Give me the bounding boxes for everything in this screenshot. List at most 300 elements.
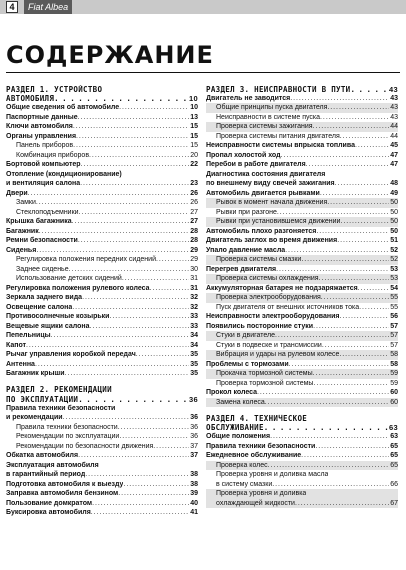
toc-entry[interactable] — [206, 151, 398, 161]
toc-page-number: 26 — [190, 189, 198, 197]
toc-entry-title: Багажник — [6, 227, 39, 235]
toc-subentry[interactable] — [6, 432, 198, 442]
toc-entry-title: Освещение салона — [6, 303, 73, 311]
toc-page-number: 34 — [190, 332, 198, 339]
dot-leader — [285, 246, 389, 256]
toc-entry-title: Упало давление масла — [206, 246, 286, 254]
dot-leader — [73, 141, 189, 151]
toc-entry[interactable] — [206, 246, 398, 256]
title-divider — [6, 72, 400, 73]
toc-entry[interactable] — [206, 442, 398, 452]
toc-subentry[interactable] — [206, 293, 398, 303]
toc-left-column — [6, 84, 198, 518]
toc-entry-line — [6, 461, 198, 471]
dot-leader — [28, 189, 190, 199]
toc-page-number: 30 — [190, 265, 198, 273]
toc-entry[interactable] — [6, 179, 198, 189]
toc-entry[interactable] — [206, 160, 398, 170]
toc-page-number: 32 — [190, 303, 198, 311]
toc-entry-title: Противосолнечные козырьки — [6, 313, 110, 320]
toc-entry-title: Вибрация и удары на рулевом колесе — [216, 351, 340, 358]
toc-entry-title: Стуки в подвеске и трансмиссии — [216, 341, 322, 349]
toc-page-number: 55 — [390, 303, 398, 311]
toc-entry-title: Проверка тормозной системы — [216, 379, 314, 387]
toc-entry-title: Автомобиль двигается рывками — [206, 189, 320, 197]
dot-leader — [122, 274, 189, 284]
toc-subentry[interactable] — [206, 208, 398, 218]
toc-entry-title: и вентиляция салона — [6, 180, 81, 187]
toc-entry[interactable] — [206, 265, 398, 275]
dot-leader — [119, 432, 189, 442]
toc-entry[interactable] — [6, 113, 198, 123]
dot-leader — [257, 388, 389, 398]
toc-right-column — [206, 84, 398, 508]
dot-leader — [118, 423, 190, 433]
toc-page-number: 35 — [190, 360, 198, 368]
dot-leader — [35, 360, 189, 370]
toc-entry[interactable] — [6, 499, 198, 509]
header-bar — [0, 0, 406, 14]
toc-entry-title: Замена колеса — [216, 398, 265, 406]
toc-entry[interactable] — [206, 94, 398, 104]
toc-page-number: 29 — [190, 256, 198, 263]
toc-page-number: 33 — [190, 313, 198, 320]
toc-subentry[interactable] — [6, 265, 198, 275]
toc-entry-title: РАЗДЕЛ 2. РЕКОМЕНДАЦИИ — [6, 385, 112, 394]
toc-entry-title: Проверка системы питания двигателя — [216, 132, 340, 140]
toc-entry-title: Двигатель не заводится — [206, 94, 291, 102]
dot-leader — [270, 432, 389, 442]
toc-entry-title: Проверка системы смазки — [216, 256, 302, 263]
toc-entry-title: Неисправности электрооборудования — [206, 313, 340, 320]
toc-subentry[interactable] — [206, 255, 398, 265]
toc-entry-title: Аккумуляторная батарея не подзаряжается — [206, 284, 358, 292]
toc-subentry[interactable] — [6, 442, 198, 452]
toc-entry[interactable] — [6, 303, 198, 313]
toc-page-number: 37 — [190, 442, 198, 450]
toc-entry-title: Буксировка автомобиля — [6, 509, 91, 516]
toc-entry[interactable] — [206, 227, 398, 237]
toc-entry-title: Общие положения — [206, 433, 271, 440]
toc-entry-line — [6, 404, 198, 414]
dot-leader — [339, 350, 389, 360]
toc-page-number: 29 — [190, 246, 198, 254]
toc-page-number: 36 — [190, 423, 198, 431]
toc-page-number: 59 — [390, 379, 398, 387]
toc-entry-title: РАЗДЕЛ 1. УСТРОЙСТВО — [6, 84, 103, 94]
toc-entry[interactable] — [206, 236, 398, 246]
toc-page-number: 53 — [390, 275, 398, 282]
toc-entry-title: Стуки в двигателе — [216, 332, 276, 339]
dot-leader — [339, 312, 389, 322]
dot-leader — [81, 160, 190, 170]
toc-page-number: 41 — [190, 509, 198, 516]
toc-entry[interactable] — [6, 508, 198, 518]
dot-leader — [119, 103, 189, 113]
dot-leader — [78, 236, 189, 246]
dot-leader — [89, 151, 189, 161]
dot-leader — [320, 113, 389, 123]
toc-subentry — [206, 470, 398, 480]
toc-entry-title: Регулировка положения рулевого колеса — [6, 284, 150, 292]
toc-subentry[interactable] — [6, 423, 198, 433]
toc-entry-title: Зеркала заднего вида — [6, 294, 83, 301]
toc-entry[interactable] — [6, 413, 198, 423]
toc-subentry[interactable] — [6, 255, 198, 265]
toc-page-number: 44 — [390, 123, 398, 130]
toc-entry-title: Рывки при установившемся движении — [216, 218, 341, 225]
dot-leader — [327, 103, 389, 113]
toc-entry[interactable] — [6, 189, 198, 199]
dot-leader — [319, 274, 390, 284]
toc-subentry[interactable] — [6, 151, 198, 161]
toc-entry-title: Проверка системы зажигания — [216, 123, 313, 130]
toc-entry[interactable] — [6, 227, 198, 237]
toc-entry-title: охлаждающей жидкости — [216, 499, 295, 507]
toc-entry-line — [6, 170, 198, 180]
toc-page-number: 49 — [390, 189, 398, 197]
toc-entry-title: Использование детских сидений — [16, 275, 122, 282]
dot-leader — [78, 451, 189, 461]
toc-page-number: 36 — [189, 394, 198, 404]
toc-entry[interactable] — [6, 480, 198, 490]
dot-leader — [109, 312, 189, 322]
dot-leader — [355, 141, 389, 151]
toc-entry-title: Крышка багажника — [6, 218, 72, 225]
toc-entry-title: Проверка электрооборудования — [216, 294, 321, 301]
toc-entry-title: по внешнему виду свечей зажигания — [206, 180, 335, 187]
toc-page-number: 50 — [390, 208, 398, 216]
dot-leader — [36, 246, 189, 256]
dot-leader — [26, 341, 189, 351]
toc-entry[interactable] — [6, 470, 198, 480]
dot-leader — [321, 293, 389, 303]
toc-entry-title: Ремни безопасности — [6, 237, 78, 244]
toc-entry[interactable] — [6, 322, 198, 332]
toc-page-number: 10 — [190, 104, 198, 111]
toc-page-number: 43 — [389, 84, 398, 94]
toc-entry[interactable] — [6, 489, 198, 499]
toc-page-number: 47 — [390, 151, 398, 159]
toc-entry-title: Пуск двигателя от внешних источников тока — [216, 303, 360, 311]
toc-entry-title: Общие принципы пуска двигателя — [216, 104, 328, 111]
toc-page-number: 66 — [390, 480, 398, 488]
dot-leader — [276, 265, 389, 275]
toc-entry-title: Проблемы с тормозами — [206, 360, 289, 368]
toc-subentry[interactable] — [206, 350, 398, 360]
toc-page-number: 58 — [390, 351, 398, 358]
toc-page-number: 53 — [390, 265, 398, 273]
toc-entry-title: Эксплуатация автомобиля — [6, 461, 99, 469]
toc-entry[interactable] — [6, 451, 198, 461]
toc-entry-title: Рывки при разгоне — [216, 208, 277, 216]
dot-leader — [69, 265, 190, 275]
toc-page-number: 26 — [190, 199, 198, 206]
toc-entry-title: Перегрев двигателя — [206, 265, 277, 273]
toc-page-number: 52 — [390, 256, 398, 263]
toc-subentry[interactable] — [6, 198, 198, 208]
toc-page-number: 31 — [190, 284, 198, 292]
dot-leader — [150, 284, 190, 294]
toc-page-number: 35 — [190, 370, 198, 377]
dot-leader — [72, 217, 190, 227]
toc-subentry[interactable] — [206, 480, 398, 490]
toc-page-number: 38 — [190, 480, 198, 488]
toc-subentry — [206, 489, 398, 499]
dot-leader — [359, 303, 389, 313]
dot-leader — [65, 369, 190, 379]
toc-page-number: 47 — [390, 161, 398, 168]
toc-entry-title: Ключи автомобиля — [6, 123, 73, 130]
toc-entry-title: Органы управления — [6, 132, 77, 140]
toc-subentry[interactable] — [206, 103, 398, 113]
dot-leader — [306, 160, 390, 170]
toc-entry-title: Двери — [6, 189, 28, 197]
toc-entry-title: Пользование домкратом — [6, 499, 93, 507]
toc-entry-title: Капот — [6, 341, 27, 349]
toc-entry[interactable] — [6, 312, 198, 322]
toc-page-number: 15 — [190, 142, 198, 149]
toc-entry-title: Рычаг управления коробкой передач — [6, 351, 136, 358]
dot-leader — [79, 208, 190, 218]
dot-leader — [289, 360, 390, 370]
dot-leader — [153, 442, 189, 452]
toc-page-number: 36 — [190, 414, 198, 421]
toc-entry[interactable] — [206, 141, 398, 151]
toc-entry-title: Диагностика состояния двигателя — [206, 170, 326, 178]
dot-leader — [320, 189, 389, 199]
toc-entry-title: Автомобиль плохо разгоняется — [206, 227, 317, 235]
dot-leader — [51, 331, 190, 341]
toc-entry[interactable] — [206, 388, 398, 398]
toc-page-number: 32 — [190, 294, 198, 301]
toc-entry-title: Проверка системы охлаждения — [216, 275, 319, 282]
dot-leader — [90, 322, 190, 332]
toc-subentry[interactable] — [206, 122, 398, 132]
toc-entry-title: в гарантийный период — [6, 471, 86, 478]
toc-subentry[interactable] — [206, 303, 398, 313]
dot-leader — [335, 179, 390, 189]
toc-entry[interactable] — [6, 217, 198, 227]
dot-leader — [123, 480, 189, 490]
toc-entry-title: Двигатель заглох во время движения — [206, 237, 338, 244]
toc-entry-title: Заднее сиденье — [16, 265, 69, 273]
toc-entry[interactable] — [206, 189, 398, 199]
toc-entry-title: Сиденья — [6, 246, 37, 254]
toc-entry-title: Проверка уровня и доливка масла — [216, 471, 329, 478]
toc-entry-title: Правила техники безопасности — [206, 442, 316, 450]
toc-page-number: 20 — [190, 151, 198, 159]
dot-leader — [301, 255, 389, 265]
toc-entry-title: РАЗДЕЛ 4. ТЕХНИЧЕСКОЕ — [206, 413, 308, 423]
toc-entry[interactable] — [6, 293, 198, 303]
dot-leader — [301, 451, 389, 461]
toc-subentry[interactable] — [206, 274, 398, 284]
toc-entry-line — [206, 170, 398, 180]
toc-entry-title: Обкатка автомобиля — [6, 452, 79, 459]
toc-subentry[interactable] — [206, 379, 398, 389]
dot-leader — [36, 198, 189, 208]
dot-leader — [327, 198, 389, 208]
toc-entry[interactable] — [206, 360, 398, 370]
toc-page-number: 67 — [390, 499, 398, 507]
toc-page-number: 43 — [390, 94, 398, 102]
toc-entry[interactable] — [206, 432, 398, 442]
dot-leader — [275, 331, 389, 341]
toc-subentry[interactable] — [206, 461, 398, 471]
toc-subentry[interactable] — [6, 208, 198, 218]
page-title: СОДЕРЖАНИЕ — [6, 41, 214, 69]
toc-section-heading[interactable] — [6, 94, 198, 104]
toc-page-number: 38 — [190, 471, 198, 478]
dot-leader — [91, 508, 189, 518]
toc-page-number: 22 — [190, 161, 198, 168]
toc-entry[interactable] — [206, 322, 398, 332]
toc-page-number: 59 — [390, 370, 398, 377]
dot-leader — [281, 151, 390, 161]
toc-entry[interactable] — [206, 284, 398, 294]
toc-page-number: 63 — [389, 423, 398, 432]
toc-page-number: 60 — [390, 398, 398, 406]
toc-entry-title: Стеклоподъемники — [16, 208, 79, 216]
dot-leader — [73, 122, 189, 132]
toc-entry-title: в систему смазки — [216, 480, 273, 488]
toc-entry-title: Рекомендации по эксплуатации — [16, 433, 120, 440]
toc-page-number: 50 — [390, 227, 398, 235]
dot-leader — [313, 122, 390, 132]
toc-entry[interactable] — [6, 350, 198, 360]
toc-entry-title: Проверка колес — [216, 461, 268, 469]
dot-leader — [72, 303, 189, 313]
dot-leader — [80, 179, 189, 189]
toc-subentry[interactable] — [206, 398, 398, 408]
toc-subentry[interactable] — [206, 331, 398, 341]
dot-leader — [337, 236, 389, 246]
toc-section-heading[interactable] — [206, 84, 398, 94]
toc-subentry[interactable] — [206, 499, 398, 509]
toc-entry-title: Ежедневное обслуживание — [206, 452, 302, 459]
toc-page-number: 58 — [390, 360, 398, 368]
dot-leader — [265, 398, 389, 408]
toc-entry-title: Бортовой компьютер — [6, 161, 81, 168]
toc-page-number: 40 — [190, 499, 198, 507]
dot-leader — [63, 413, 190, 423]
toc-section-heading — [6, 84, 198, 94]
dot-leader — [322, 341, 389, 351]
dot-leader — [316, 227, 389, 237]
toc-entry-title: Прокачка тормозной системы — [216, 370, 313, 377]
toc-page-number: 57 — [390, 322, 398, 330]
toc-entry-title: ПО ЭКСПЛУАТАЦИИ — [6, 394, 79, 404]
dot-leader — [39, 227, 189, 237]
dot-leader — [313, 322, 389, 332]
toc-page-number: 50 — [390, 199, 398, 206]
toc-entry[interactable] — [206, 451, 398, 461]
toc-entry-title: Прокол колеса — [206, 389, 258, 396]
toc-entry-title: Подготовка автомобиля к выезду — [6, 480, 124, 488]
toc-entry-title: и рекомендации — [6, 414, 63, 421]
toc-entry[interactable] — [6, 246, 198, 256]
toc-page-number: 34 — [190, 341, 198, 349]
dot-leader — [358, 284, 390, 294]
toc-page-number: 33 — [190, 322, 198, 330]
toc-entry[interactable] — [6, 360, 198, 370]
toc-page-number: 13 — [190, 113, 198, 121]
toc-section-heading[interactable] — [6, 394, 198, 404]
toc-subentry[interactable] — [206, 369, 398, 379]
toc-page-number: 44 — [390, 132, 398, 140]
dot-leader — [350, 85, 388, 94]
toc-page-number: 55 — [390, 294, 398, 301]
toc-entry-title: РАЗДЕЛ 3. НЕИСПРАВНОСТИ В ПУТИ — [206, 84, 351, 94]
dot-leader — [156, 255, 189, 265]
toc-entry[interactable] — [6, 132, 198, 142]
toc-subentry[interactable] — [206, 217, 398, 227]
toc-subentry[interactable] — [206, 113, 398, 123]
toc-entry[interactable] — [6, 122, 198, 132]
toc-entry[interactable] — [6, 341, 198, 351]
toc-entry-title: Паспортные данные — [6, 113, 78, 121]
toc-entry-title: Правила техники безопасности — [16, 423, 118, 431]
toc-entry-title: Антенна — [6, 360, 35, 368]
toc-entry[interactable] — [6, 236, 198, 246]
toc-subentry[interactable] — [206, 198, 398, 208]
toc-page-number: 43 — [390, 113, 398, 121]
toc-entry[interactable] — [6, 103, 198, 113]
toc-entry-title: Неисправности в системе пуска — [216, 113, 321, 121]
dot-leader — [315, 442, 389, 452]
dot-leader — [82, 293, 189, 303]
dot-leader — [290, 94, 389, 104]
toc-page-number: 65 — [390, 442, 398, 450]
dot-leader — [85, 470, 189, 480]
toc-entry[interactable] — [6, 160, 198, 170]
toc-page-number: 27 — [190, 208, 198, 216]
toc-entry[interactable] — [206, 179, 398, 189]
toc-entry[interactable] — [6, 331, 198, 341]
toc-subentry[interactable] — [206, 341, 398, 351]
toc-subentry[interactable] — [6, 274, 198, 284]
dot-leader — [136, 350, 189, 360]
toc-entry-title: Отопление (кондиционирование) — [6, 170, 122, 178]
toc-page-number: 56 — [390, 313, 398, 320]
dot-leader — [118, 489, 189, 499]
toc-section-heading[interactable] — [206, 423, 398, 433]
toc-entry-title: Рывок в момент начала движения — [216, 199, 328, 206]
dot-leader — [313, 379, 389, 389]
toc-entry[interactable] — [206, 312, 398, 322]
toc-page-number: 39 — [190, 490, 198, 497]
toc-entry-title: Регулировка положения передних сидений — [16, 256, 156, 263]
toc-entry-title: АВТОМОБИЛЯ — [6, 94, 55, 103]
toc-entry-title: Правила техники безопасности — [6, 404, 116, 412]
toc-entry[interactable] — [6, 369, 198, 379]
toc-entry[interactable] — [6, 284, 198, 294]
toc-page-number: 45 — [390, 142, 398, 149]
toc-entry-title: Пропал холостой ход — [206, 151, 281, 159]
dot-leader — [277, 208, 389, 218]
toc-page-number: 37 — [190, 452, 198, 459]
toc-subentry[interactable] — [6, 141, 198, 151]
toc-page-number: 10 — [189, 94, 198, 103]
toc-entry-title: Перебои в работе двигателя — [206, 161, 306, 168]
toc-page-number: 23 — [190, 180, 198, 187]
toc-subentry[interactable] — [206, 132, 398, 142]
toc-entry-title: Рекомендации по безопасности движения — [16, 442, 154, 450]
dot-leader — [313, 369, 390, 379]
dot-leader — [295, 499, 389, 509]
dot-leader — [340, 217, 389, 227]
